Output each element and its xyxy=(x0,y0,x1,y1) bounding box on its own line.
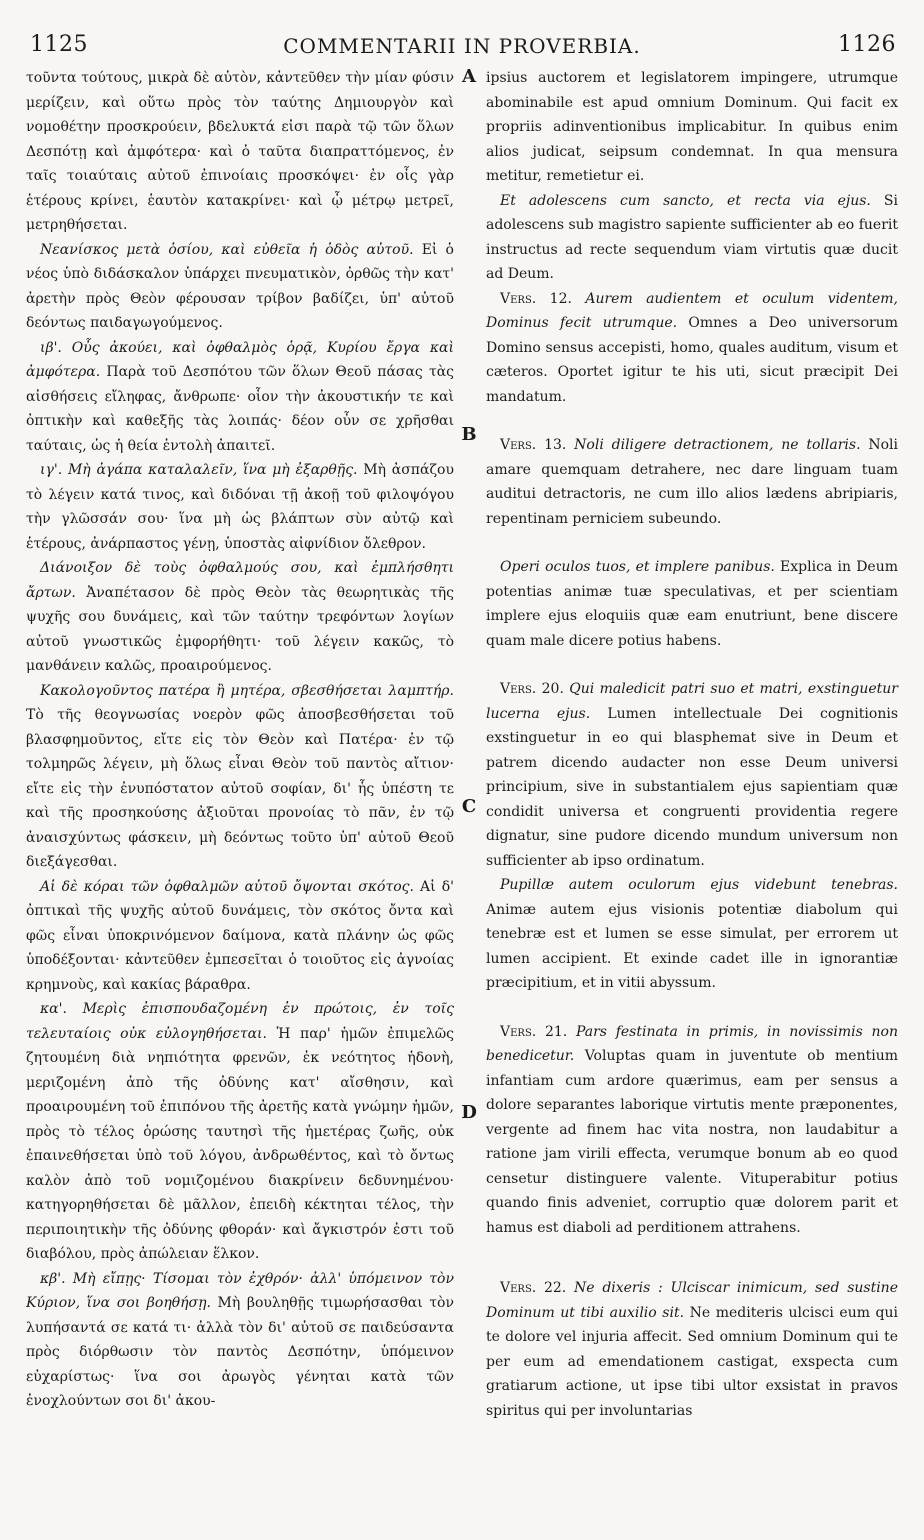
margin-marker-d: D xyxy=(461,1102,477,1123)
greek-paragraph: ιβ'. Οὖς ἀκούει, καὶ ὀφθαλμὸς ὁρᾷ, Κυρίου ἔργα καὶ ἀμφότερα. Παρὰ τοῦ Δεσπότου τῶν ὅλων Θεοῦ πάσας τὰς αἰσθήσεις εἴληφας, ἄνθρωπε· οἷον τὴν ἀκουστικήν τε καὶ ὀπτικὴν καὶ καθεξῆς τὰς λοιπάς· δέον οὖν σε χρῆσθαι ταύταις, ὡς ἡ θεία ἐντολὴ ἀπαιτεῖ. xyxy=(26,339,454,454)
latin-paragraph: Vers. 12. Aurem audientem et oculum videntem, Dominus fecit utrumque. Omnes a Deo universorum Domino sensus accepisti, homo, quales auditum, visum et cæteros. Oportet igitur te his uti, sicut præcipit Dei mandatum. xyxy=(486,290,898,405)
latin-paragraph: Vers. 22. Ne dixeris : Ulciscar inimicum, sed sustine Dominum ut tibi auxilio sit. Ne mediteris ulcisci eum qui te dolore vel injuria affecit. Sed omnium Dominum qui te per eum ad emendationem castigat, exspecta cum gratiarum actione, ut ipse tibi ultor exsistat in pravos spiritus qui per involuntarias xyxy=(486,1280,899,1419)
latin-column xyxy=(486,66,898,1423)
greek-column xyxy=(26,66,454,1414)
greek-paragraph: Κακολογοῦντος πατέρα ἢ μητέρα, σβεσθήσεται λαμπτήρ. Τὸ τῆς θεογνωσίας νοερὸν φῶς ἀποσβεσθήσεται τοῦ βλασφημοῦντος, εἴτε εἰς τὸν Θεὸν καὶ Πατέρα· ἐν τῷ τολμηρῶς λέγειν, μὴ ὅλως εἶναι Θεὸν τοῦ παντὸς αἴτιον· εἴτε εἰς τὴν ἐνυπόστατον αὐτοῦ σοφίαν, δι' ἧς ὑπέστη τε καὶ τῆς προσηκούσης ἀξιοῦται προνοίας τὸ πᾶν, ἐν τῷ ἀναισχύντως φάσκειν, μὴ δεόντως τοῦτο ὑπ' αὐτοῦ Θεοῦ διεξάγεσθαι. xyxy=(26,682,454,870)
greek-paragraph: τοῦντα τούτους, μικρὰ δὲ αὐτὸν, κἀντεῦθεν τὴν μίαν φύσιν μερίζειν, καὶ οὕτω πρὸς τὸν ταύτης Δημιουργὸν καὶ νομοθέτην προσκρούειν, βδελυκτά εἰσι παρὰ τῷ τῶν ὅλων Δεσπότῃ καὶ ἀμφότερα· καὶ ὁ ταῦτα διαπραττόμενος, ἐν ταῖς τοιαύταις αὐτοῦ ἐπινοίαις προσκόψει· ἐν οἷς γὰρ ἑτέρους κρίνει, ἑαυτὸν κατακρίνει· καὶ ᾧ μέτρῳ μετρεῖ, μετρηθήσεται. xyxy=(26,70,454,233)
latin-paragraph: Vers. 21. Pars festinata in primis, in novissimis non benedicetur. Voluptas quam in juventute ob mentium infantiam cum ardore quærimus, eam per sensus a dolore separantes laborique virtutis mente præponentes, vergente ad finem hac vita nostra, non laudabitur a ratione jam virili effecta, verumque bonum ab eo quod censetur distinguere valente. Vituperabitur potius quando finis adveniet, corruptio quæ dolorem parit et hamus est diaboli ad perditionem attrahens. xyxy=(486,1023,898,1236)
greek-paragraph: κβ'. Μὴ εἴπῃς· Τίσομαι τὸν ἐχθρόν· ἀλλ' ὑπόμεινον τὸν Κύριον, ἵνα σοι βοηθήσῃ. Μὴ βουληθῇς τιμωρήσασθαι τὸν λυπήσαντά σε κατά τι· ἀλλὰ τὸν δι' αὐτοῦ σε παιδεύσαντα πρὸς διόρθωσιν τὸν παντὸς Δεσπότην, ὑπόμεινον εὐχαρίστως· ἵνα σοι ἀρωγὸς γένηται κατὰ τῶν ἐνοχλούντων σοι δι' ἀκου- xyxy=(26,1270,455,1409)
page-number-right: 1126 xyxy=(838,32,896,57)
greek-paragraph: ιγ'. Μὴ ἀγάπα καταλαλεῖν, ἵνα μὴ ἐξαρθῇς. Μὴ ἀσπάζου τὸ λέγειν κατά τινος, καὶ διδόναι τῇ ἀκοῇ τοῦ φιλοψόγου τὴν γλῶσσάν σου· ἵνα μὴ ὡς βλάπτων σὺν αὐτῷ καὶ ἑτέρους, ἀνάρπαστος γένῃ, ὑποστὰς αἰφνίδιον ὄλεθρον. xyxy=(26,462,454,552)
greek-paragraph: Αἱ δὲ κόραι τῶν ὀφθαλμῶν αὐτοῦ ὄψονται σκότος. Αἱ δ' ὀπτικαὶ τῆς ψυχῆς αὐτοῦ δυνάμεις, τὸν σκότος ὄντα καὶ φῶς εἶναι ὑποκρινόμενον δαίμονα, κατὰ πλάνην ὡς φῶς ὑποδέξονται· κἀντεῦθεν ἐμπεσεῖται ὁ τοιοῦτος εἰς ἀγνοίας κρημνοὺς, καὶ κακίας βάραθρα. xyxy=(26,878,454,993)
latin-paragraph: Operi oculos tuos, et implere panibus. Explica in Deum potentias animæ tuæ speculativas, et per scientiam implere ejus eloquiis quæ eam enutriunt, bene discere quam male dicere potius habens. xyxy=(486,559,899,649)
latin-paragraph: Vers. 20. Qui maledicit patri suo et matri, exstinguetur lucerna ejus. Lumen intellectuale Dei cognitionis exstinguetur in eo qui blasphemat sive in Deum et patrem dicendo audacter non esse Deum universi principium, sive in substantialem ejus sapientiam quæ condidit universa et congruenti providentia regere dignatur, sine pudore dicendo mundum universum non sufficienter ab ipso ordinatum. xyxy=(486,681,898,869)
margin-marker-b: B xyxy=(461,424,477,445)
running-title: COMMENTARII IN PROVERBIA. xyxy=(283,34,641,58)
latin-paragraph: Vers. 13. Noli diligere detractionem, ne tollaris. Noli amare quemquam detrahere, nec dare linguam tuam auditui detractoris, ne cum illo alios lædens abripiaris, repentinam perniciem subeundo. xyxy=(486,437,898,527)
margin-marker-c: C xyxy=(461,796,477,817)
latin-paragraph: ipsius auctorem et legislatorem impingere, utrumque abominabile est apud omnium Dominum. Qui facit ex propriis adinventionibus implicabitur. In quibus enim alios judicat, seipsum condemnat. In qua mensura metitur, remetietur ei. xyxy=(486,70,898,184)
greek-paragraph: Νεανίσκος μετὰ ὁσίου, καὶ εὐθεῖα ἡ ὁδὸς αὐτοῦ. Εἰ ὁ νέος ὑπὸ διδάσκαλον ὑπάρχει πνευματικὸν, ὀρθῶς τὴν κατ' ἀρετὴν πρὸς Θεὸν φέρουσαν τρίβον βαδίζει, ὑπ' αὐτοῦ δεόντως παιδαγωγούμενος. xyxy=(26,241,454,331)
latin-paragraph: Pupillæ autem oculorum ejus videbunt tenebras. Animæ autem ejus visionis potentiæ diabolum qui tenebræ est et lumen se esse simulat, per errorem ut lumen accipient. Et exinde cadet ille in ignorantiæ præcipitium, et in vitii abyssum. xyxy=(486,877,898,991)
latin-paragraph: Et adolescens cum sancto, et recta via ejus. Si adolescens sub magistro sapiente sufficienter ab eo fuerit instructus ad recte sequendum viam virtutis quæ ducit ad Deum. xyxy=(486,192,898,282)
greek-paragraph: κα'. Μερὶς ἐπισπουδαζομένη ἐν πρώτοις, ἐν τοῖς τελευταίοις οὐκ εὐλογηθήσεται. Ἡ παρ' ἡμῶν ἐπιμελῶς ζητουμένη διὰ νηπιότητα φρενῶν, ἐκ νεότητος ἡδονὴ, μεριζομένη ἀπὸ τῆς ὀδύνης κατ' αἴσθησιν, καὶ προαιρουμένη τοῦ ἐπιπόνου τῆς ἀρετῆς κατὰ γνώμην ἡμῶν, πρὸς τὸ τέλος ὁρώσης ταυτησὶ τῆς ἡμετέρας ζωῆς, οὐκ ἐπαινεθήσεται ὑπὸ τοῦ λόγου, ἀνδρωθέντος, καὶ τὸ ὄντως καλὸν ἀπὸ τοῦ νομιζομένου διακρίνειν δεδυνημένου· κατηγορηθήσεται δὲ μᾶλλον, ἐπειδὴ κέκτηται τέλος, τὴν περιποιητικὴν τῆς ὀδύνης φθοράν· καὶ ἄγκιστρόν ἐστι τοῦ διαβόλου, πρὸς ἀπώλειαν ἕλκον. xyxy=(26,1001,454,1262)
greek-paragraph: Διάνοιξον δὲ τοὺς ὀφθαλμούς σου, καὶ ἐμπλήσθητι ἄρτων. Ἀναπέτασον δὲ πρὸς Θεὸν τὰς θεωρητικὰς τῆς ψυχῆς σου δυνάμεις, καὶ τῶν ταύτην τρεφόντων λογίων αὐτοῦ γνωστικῶς ἐμφορήθητι· τοῦ λέγειν κακῶς, τὸ μανθάνειν καλῶς, προαιρούμενος. xyxy=(26,560,454,674)
page-number-left: 1125 xyxy=(30,32,88,57)
running-header xyxy=(0,32,924,60)
margin-marker-a: A xyxy=(462,66,476,87)
